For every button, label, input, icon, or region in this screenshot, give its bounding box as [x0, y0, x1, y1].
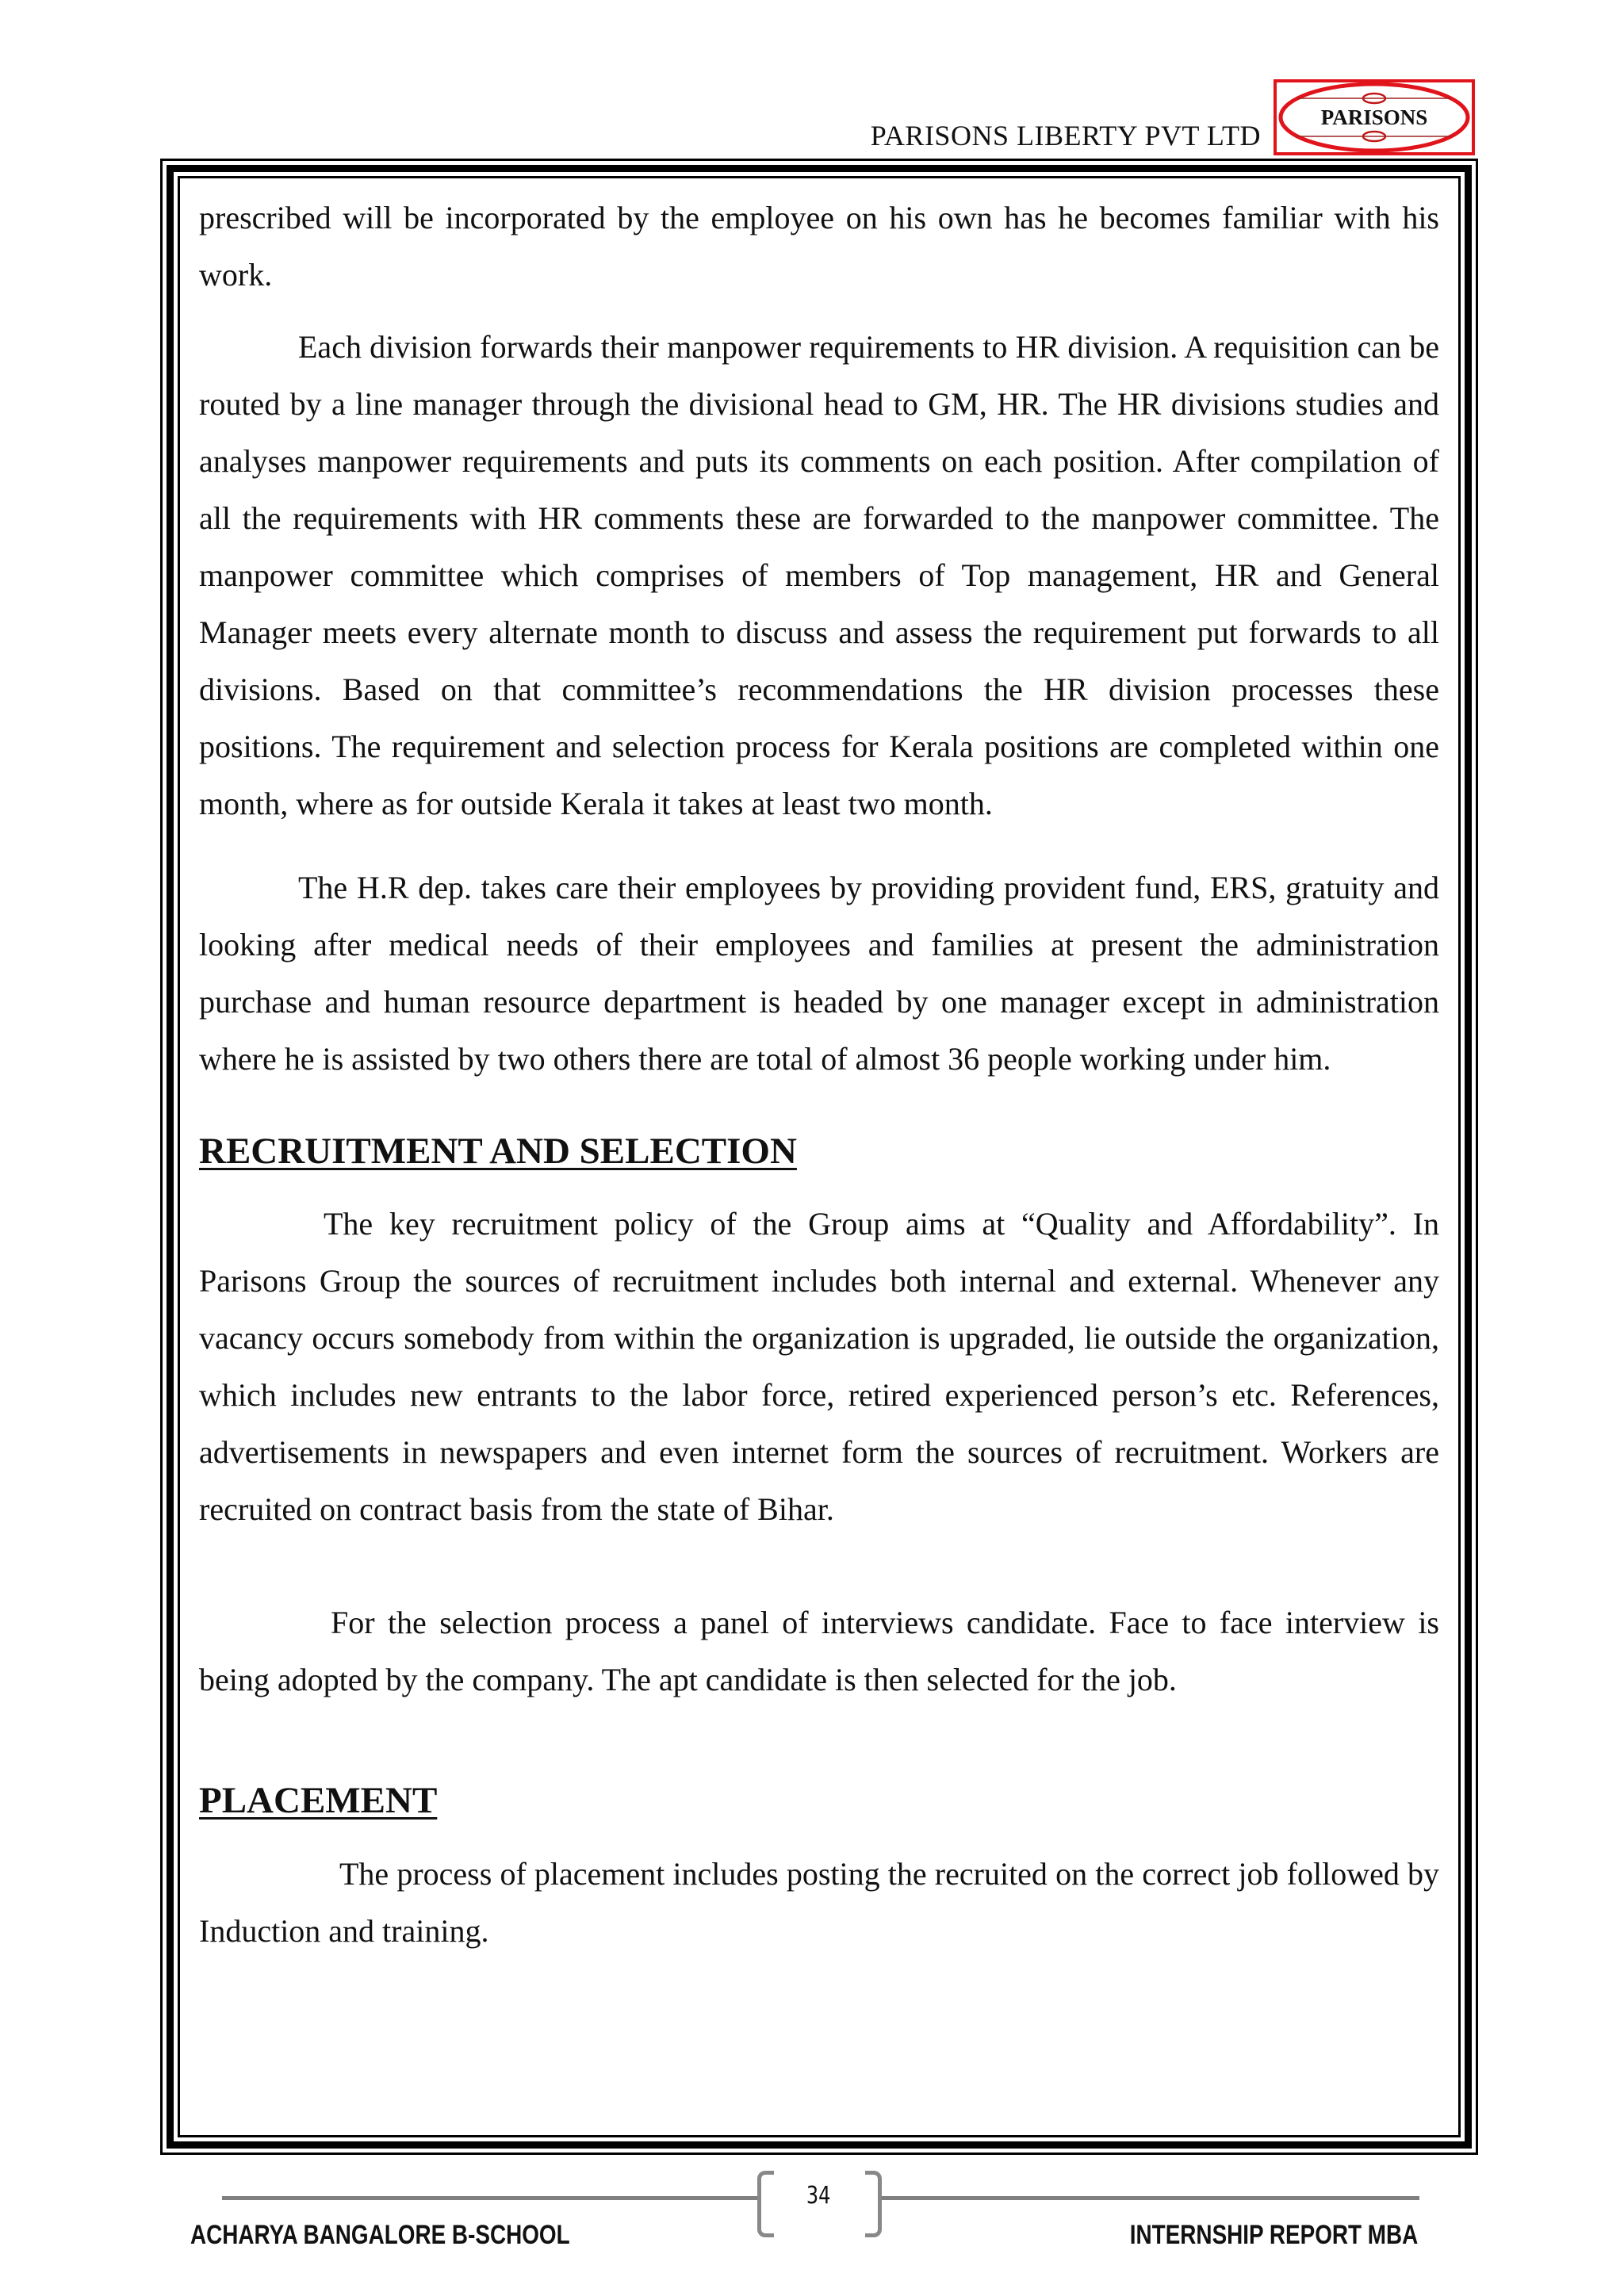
- footer-rule-right: [880, 2196, 1419, 2200]
- paragraph-selection: For the selection process a panel of interviews candidate. Face to face interview is being adopted by the company. The apt candidate is then selected for the job.: [199, 1605, 1439, 1697]
- paragraph-manpower: Each division forwards their manpower requirements to HR division. A requisition can be routed by a line manager through the divisional head to GM, HR. The HR divisions studies and analyses manpower requirements and puts its comments on each position. After compilation of all the requirements with HR comments these are forwarded to the manpower committee. The manpower committee which comprises of members of Top management, HR and General Manager meets every alternate month to discuss and assess the requirement put forwards to all divisions. Based on that committee’s recommendations the HR division processes these positions. The requirement and selection process for Kerala positions are completed within one month, where as for outside Kerala it takes at least two month.: [199, 329, 1439, 821]
- paragraph-continuation: prescribed will be incorporated by the employee on his own has he becomes familiar with his work.: [199, 200, 1439, 293]
- footer-rule-left: [222, 2196, 757, 2200]
- parisons-logo: [1274, 79, 1475, 155]
- paragraph-recruitment: The key recruitment policy of the Group aims at “Quality and Affordability”. In Parisons Group the sources of recruitment includes both internal and external. Whenever any vacancy occurs somebody from within the organization is upgraded, lie outside the organization, which includes new entrants to the labor force, retired experienced person’s etc. References, advertisements in newspapers and even internet form the sources of recruitment. Workers are recruited on contract basis from the state of Bihar.: [199, 1206, 1439, 1527]
- heading-recruitment-selection: RECRUITMENT AND SELECTION: [199, 1131, 797, 1172]
- page-bracket-left: [757, 2171, 774, 2237]
- paragraph-hr-dept: The H.R dep. takes care their employees by providing provident fund, ERS, gratuity and looking after medical needs of their employees and families at present the administration purchase and human resource department is headed by one manager except in administration where he is assisted by two others there are total of almost 36 people working under him.: [199, 870, 1439, 1077]
- page-number: 34: [806, 2182, 831, 2210]
- page-bracket-right: [865, 2171, 882, 2237]
- footer-report: INTERNSHIP REPORT MBA: [1129, 2220, 1418, 2250]
- footer-school: ACHARYA BANGALORE B-SCHOOL: [190, 2220, 570, 2250]
- header-company-name: PARISONS LIBERTY PVT LTD: [870, 120, 1261, 151]
- svg-text:PARISONS: PARISONS: [1320, 105, 1428, 129]
- heading-placement: PLACEMENT: [199, 1780, 438, 1821]
- paragraph-placement: The process of placement includes posting the recruited on the correct job followed by Induction and training.: [199, 1856, 1439, 1949]
